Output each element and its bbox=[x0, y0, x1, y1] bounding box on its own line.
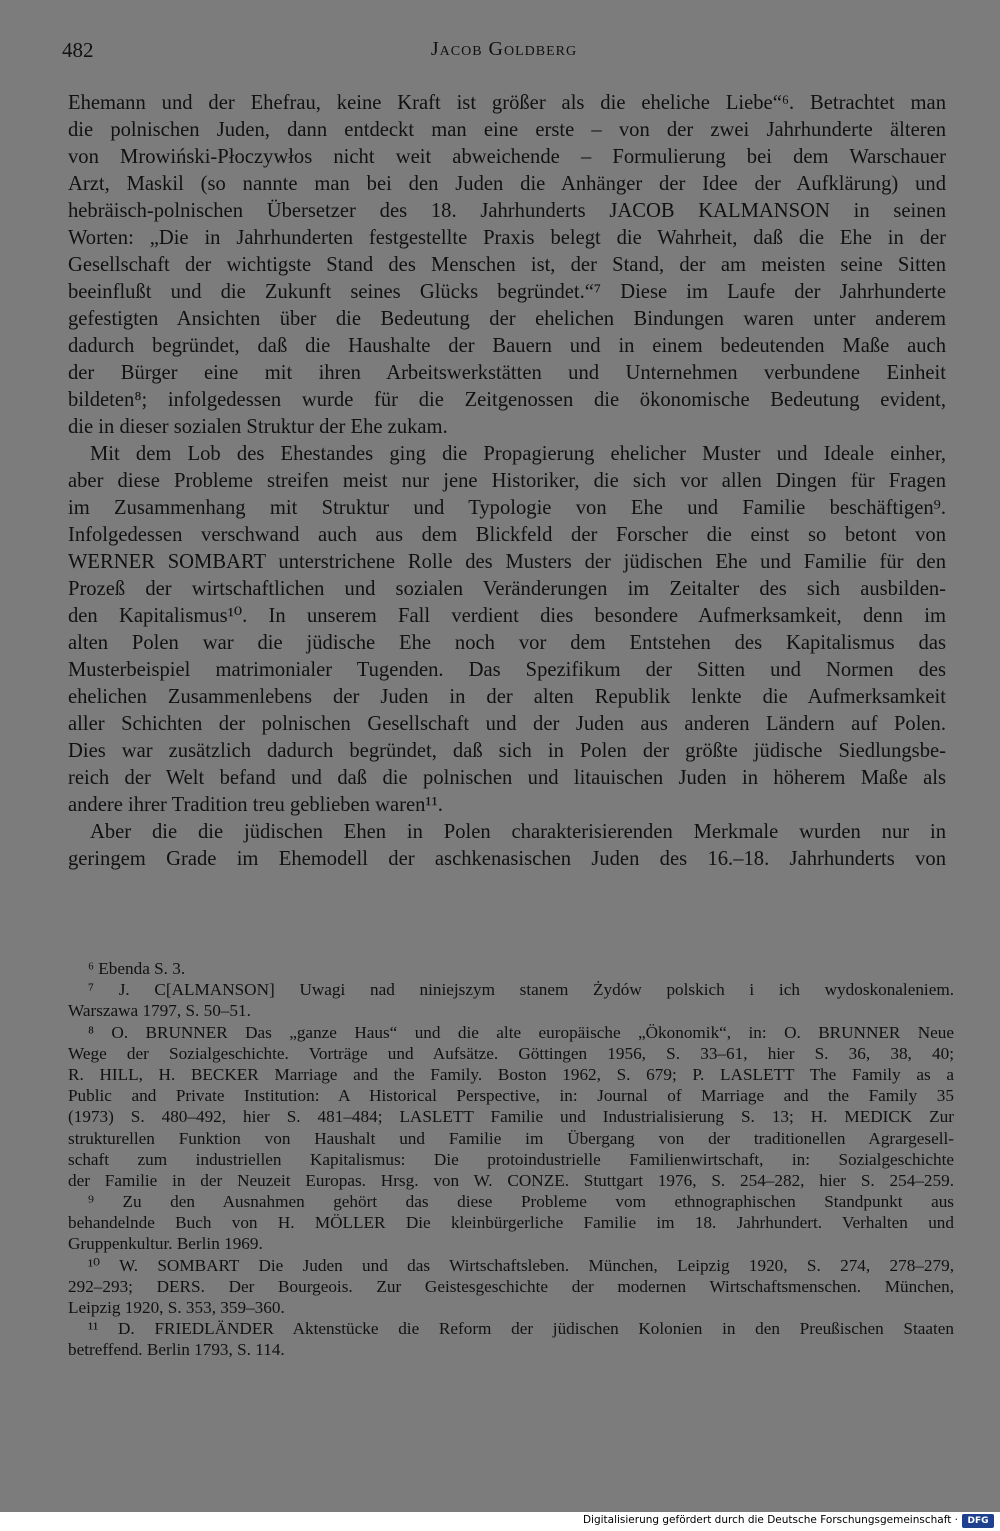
footnote-line: ⁹ Zu den Ausnahmen gehört das diese Probleme vom ethnographischen Standpunkt aus bbox=[88, 1192, 954, 1212]
text-line: die polnischen Juden, dann entdeckt man eine erste – von der zwei Jahrhunderte älteren bbox=[68, 119, 946, 141]
text-line: aller Schichten der polnischen Gesellschaft und der Juden aus anderen Ländern auf Polen. bbox=[68, 713, 946, 735]
text-line: im Zusammenhang mit Struktur und Typologie von Ehe und Familie beschäftigen⁹. bbox=[68, 497, 946, 519]
text-line: Aber die die jüdischen Ehen in Polen charakterisierenden Merkmale wurden nur in bbox=[90, 821, 946, 843]
text-line: aber diese Probleme streifen meist nur jene Historiker, die sich vor allen Dingen für Fragen bbox=[68, 470, 946, 492]
text-line: alten Polen war die jüdische Ehe noch vor dem Entstehen des Kapitalismus das bbox=[68, 632, 946, 654]
footnote-line: ⁸ O. BRUNNER Das „ganze Haus“ und die alte europäische „Ökonomik“, in: O. BRUNNER Neue bbox=[88, 1022, 954, 1042]
footnote-line: Warszawa 1797, S. 50–51. bbox=[68, 1001, 251, 1021]
footnote-line: ⁶ Ebenda S. 3. bbox=[88, 959, 186, 978]
text-line: reich der Welt befand und daß die polnischen und litauischen Juden in höherem Maße als bbox=[68, 767, 946, 789]
text-line: andere ihrer Tradition treu geblieben waren¹¹. bbox=[68, 794, 443, 816]
funding-notice: Digitalisierung gefördert durch die Deutsche Forschungsgemeinschaft · bbox=[582, 1514, 958, 1526]
text-line: Dies war zusätzlich dadurch begründet, daß sich in Polen der größte jüdische Siedlungsbe- bbox=[68, 740, 946, 762]
footnote-line: strukturellen Funktion von Haushalt und Familie im Übergang von der traditionellen Agrargesell- bbox=[68, 1128, 954, 1148]
footnote-line: ¹¹ D. FRIEDLÄNDER Aktenstücke die Reform der jüdischen Kolonien in den Preußischen Staaten bbox=[88, 1319, 954, 1339]
text-line: hebräisch-polnischen Übersetzer des 18. Jahrhunderts JACOB KALMANSON in seinen bbox=[68, 200, 946, 222]
footnote-line: (1973) S. 480–492, hier S. 481–484; LASLETT Familie und Industrialisierung S. 13; H. MEDICK Zur bbox=[68, 1107, 954, 1127]
text-line: geringem Grade im Ehemodell der aschkenasischen Juden des 16.–18. Jahrhunderts von bbox=[68, 848, 946, 870]
dfg-logo: DFG bbox=[962, 1514, 994, 1528]
text-line: Gesellschaft der wichtigste Stand des Menschen ist, der Stand, der am meisten seine Sitten bbox=[68, 254, 946, 276]
text-line: von Mrowiński-Płoczywłos nicht weit abweichende – Formulierung bei dem Warschauer bbox=[68, 146, 946, 168]
text-line: Ehemann und der Ehefrau, keine Kraft ist größer als die eheliche Liebe“⁶. Betrachtet man bbox=[68, 92, 946, 114]
main-text bbox=[68, 90, 946, 873]
footnote-line: R. HILL, H. BECKER Marriage and the Family. Boston 1962, S. 679; P. LASLETT The Family as a bbox=[68, 1064, 954, 1084]
footnote-line: Gruppenkultur. Berlin 1969. bbox=[68, 1234, 263, 1254]
text-line: Arzt, Maskil (so nannte man bei den Juden die Anhänger der Idee der Aufklärung) und bbox=[68, 173, 946, 195]
footnote-line: Wege der Sozialgeschichte. Vorträge und Aufsätze. Göttingen 1956, S. 33–61, hier S. 36, 38, 40; bbox=[68, 1043, 954, 1063]
digitization-footer bbox=[0, 1512, 1000, 1531]
footnote-line: Leipzig 1920, S. 353, 359–360. bbox=[68, 1298, 285, 1317]
footnote-line: der Familie in der Neuzeit Europas. Hrsg. von W. CONZE. Stuttgart 1976, S. 254–282, hier S. 254–259. bbox=[68, 1170, 954, 1190]
footnote-line: betreffend. Berlin 1793, S. 114. bbox=[68, 1340, 285, 1360]
footnote-line: ¹⁰ W. SOMBART Die Juden und das Wirtschaftsleben. München, Leipzig 1920, S. 274, 278–279, bbox=[88, 1255, 954, 1275]
text-line: gefestigten Ansichten über die Bedeutung der ehelichen Bindungen waren unter anderem bbox=[68, 308, 946, 330]
text-line: Infolgedessen verschwand auch aus dem Blickfeld der Forscher die einst so betont von bbox=[68, 524, 946, 546]
text-line: ehelichen Zusammenlebens der Juden in der alten Republik lenkte die Aufmerksamkeit bbox=[68, 686, 946, 708]
footnote-line: schaft zum industriellen Kapitalismus: Die protoindustrielle Familienwirtschaft, in: Sozialgeschichte bbox=[68, 1149, 954, 1169]
text-line: dadurch begründet, daß die Haushalte der Bauern und in einem bedeutenden Maße auch bbox=[68, 335, 946, 357]
text-line: den Kapitalismus¹⁰. In unserem Fall verdient dies besondere Aufmerksamkeit, denn im bbox=[68, 605, 946, 627]
footnotes bbox=[68, 958, 954, 1361]
footnote-line: Public and Private Institution: A Historical Perspective, in: Journal of Marriage and the Family 35 bbox=[68, 1086, 954, 1106]
page-number: 482 bbox=[62, 38, 94, 62]
footnote-line: behandelnde Buch von H. MÖLLER Die kleinbürgerliche Familie im 18. Jahrhundert. Verhalten und bbox=[68, 1213, 954, 1233]
text-line: der Bürger eine mit ihren Arbeitswerkstätten und Unternehmen verbundene Einheit bbox=[68, 362, 946, 384]
footnote-line: 292–293; DERS. Der Bourgeois. Zur Geistesgeschichte der modernen Wirtschaftsmenschen. München, bbox=[68, 1276, 954, 1296]
text-line: bildeten⁸; infolgedessen wurde für die Zeitgenossen die ökonomische Bedeutung evident, bbox=[68, 389, 946, 411]
text-line: Mit dem Lob des Ehestandes ging die Propagierung ehelicher Muster und Ideale einher, bbox=[90, 443, 946, 465]
text-line: die in dieser sozialen Struktur der Ehe zukam. bbox=[68, 416, 448, 438]
page-header bbox=[62, 38, 946, 70]
text-line: Worten: „Die in Jahrhunderten festgestellte Praxis belegt die Wahrheit, daß die Ehe in der bbox=[68, 227, 946, 249]
text-line: beeinflußt und die Zukunft seines Glücks begründet.“⁷ Diese im Laufe der Jahrhunderte bbox=[68, 281, 946, 303]
running-title: Jacob Goldberg bbox=[430, 38, 578, 60]
text-line: Prozeß der wirtschaftlichen und sozialen Veränderungen im Zeitalter des sich ausbilden- bbox=[68, 578, 946, 600]
text-line: WERNER SOMBART unterstrichene Rolle des Musters der jüdischen Ehe und Familie für den bbox=[68, 551, 946, 573]
text-line: Musterbeispiel matrimonialer Tugenden. Das Spezifikum der Sitten und Normen des bbox=[68, 659, 946, 681]
footnote-line: ⁷ J. C[ALMANSON] Uwagi nad niniejszym stanem Żydów polskich i ich wydoskonaleniem. bbox=[88, 980, 954, 1000]
